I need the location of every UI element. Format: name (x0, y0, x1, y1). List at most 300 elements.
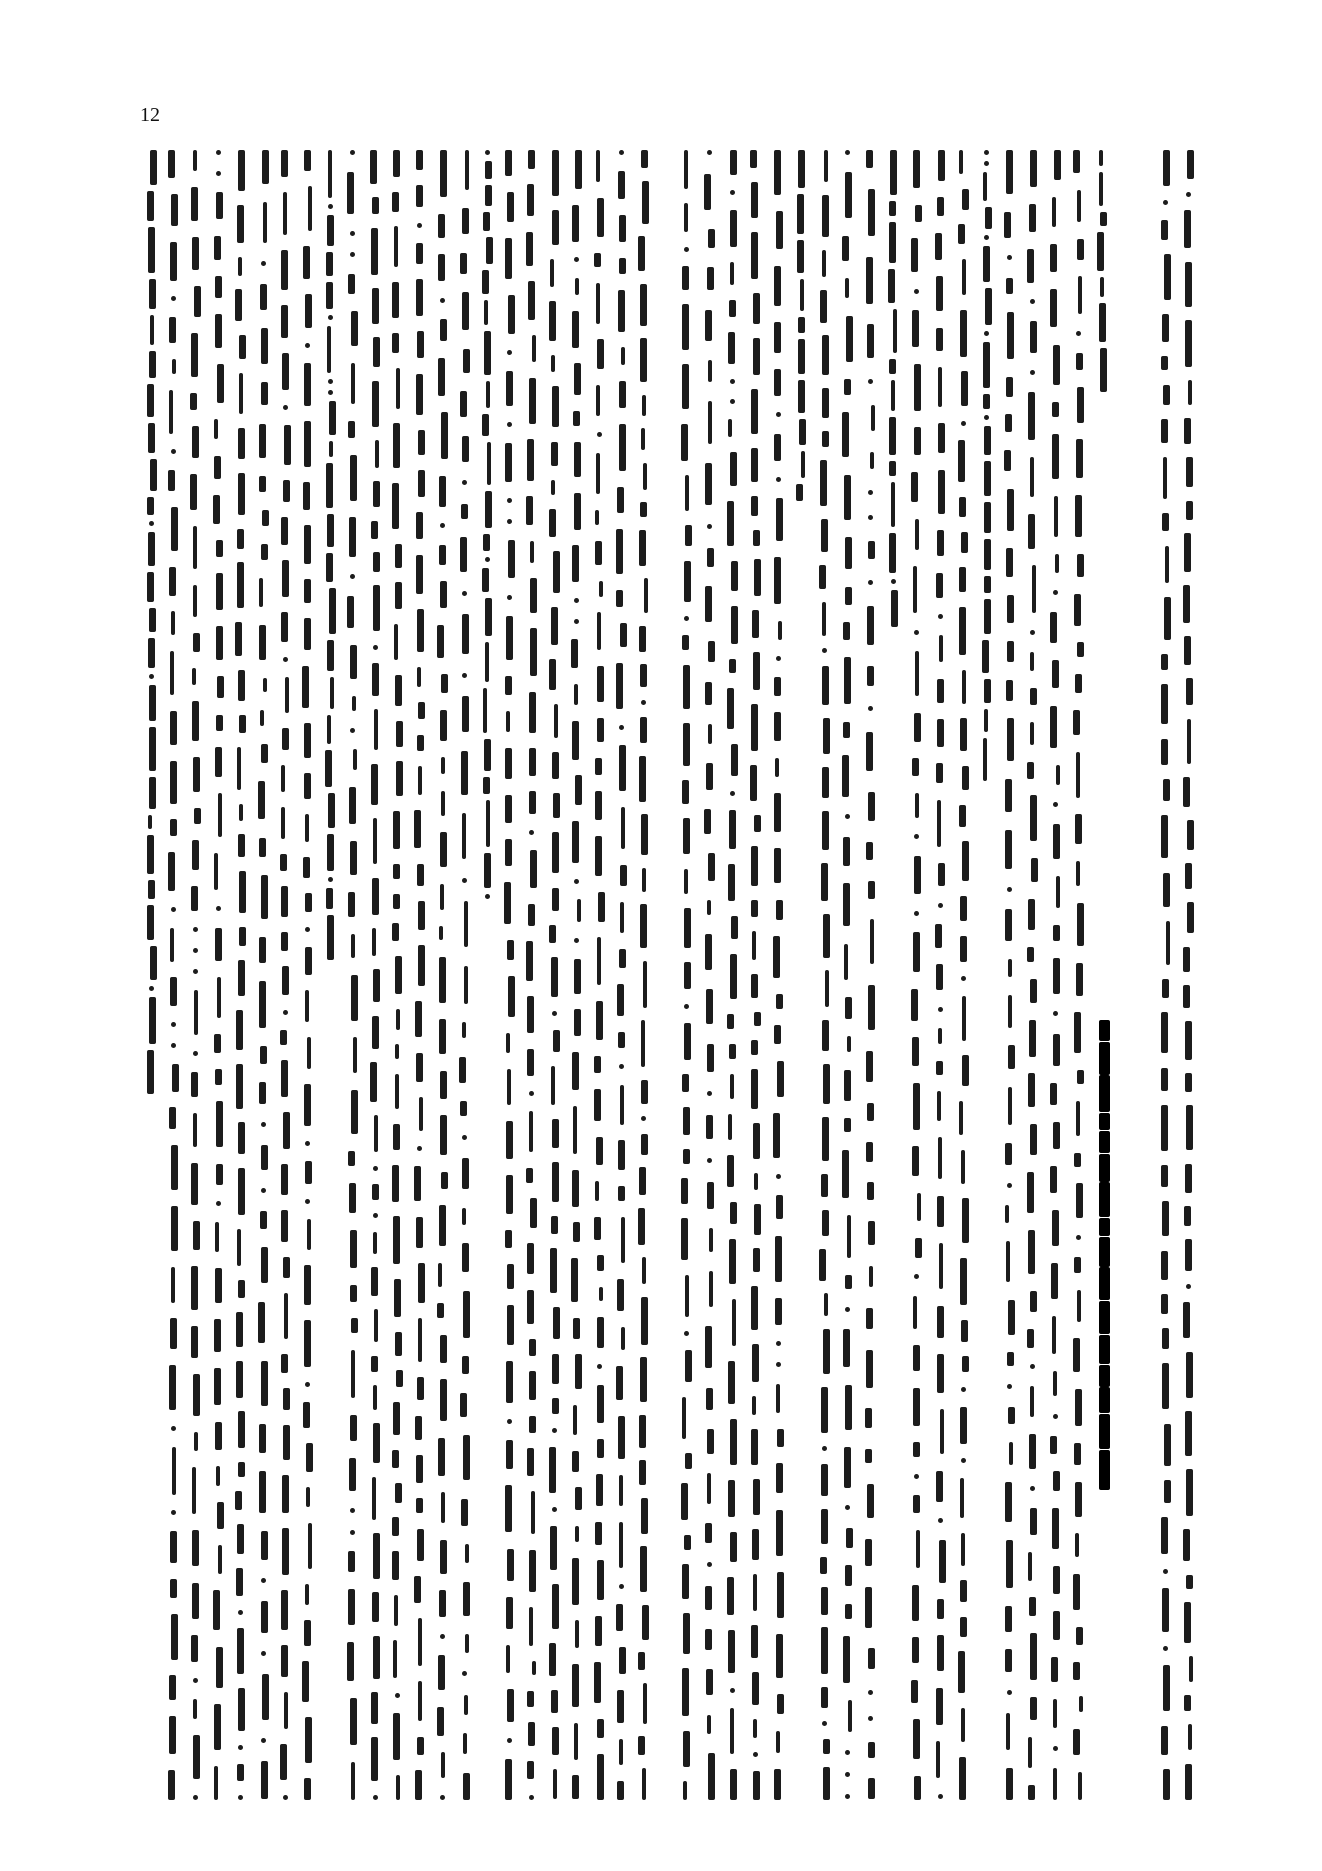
script-glyph (1073, 150, 1080, 173)
script-glyph (1073, 1662, 1080, 1680)
script-glyph (866, 257, 873, 304)
left-text-line (566, 150, 588, 1800)
script-glyph (1184, 1695, 1191, 1711)
script-glyph (620, 902, 624, 933)
left-text-line (297, 150, 319, 1800)
heading-glyph (1099, 1042, 1110, 1075)
script-glyph (507, 498, 512, 503)
script-glyph (506, 1121, 513, 1159)
script-glyph (1161, 815, 1168, 858)
script-glyph (192, 237, 199, 270)
script-glyph (440, 1379, 447, 1421)
script-glyph (462, 673, 467, 678)
script-glyph (1187, 820, 1194, 850)
script-glyph (597, 612, 601, 650)
script-glyph (984, 709, 988, 732)
script-glyph (192, 701, 199, 741)
script-glyph (373, 1166, 378, 1171)
script-glyph (958, 440, 965, 482)
script-glyph (1028, 1552, 1032, 1581)
script-glyph (372, 381, 379, 427)
script-glyph (1030, 795, 1037, 841)
script-glyph (575, 775, 582, 805)
script-glyph (148, 423, 155, 453)
script-glyph (641, 1080, 648, 1104)
script-glyph (237, 562, 244, 608)
script-glyph (890, 150, 897, 195)
script-glyph (326, 463, 333, 508)
script-glyph (844, 944, 848, 980)
script-glyph (236, 1010, 243, 1050)
script-glyph (327, 326, 331, 373)
script-glyph (549, 659, 556, 690)
script-glyph (865, 1449, 872, 1463)
script-glyph (418, 470, 425, 497)
script-glyph (149, 986, 154, 991)
script-glyph (778, 621, 782, 640)
script-glyph (307, 1219, 311, 1250)
script-glyph (753, 293, 760, 324)
right-text-line (883, 150, 905, 728)
script-glyph (531, 1491, 535, 1534)
script-glyph (259, 981, 266, 1028)
script-glyph (705, 682, 712, 705)
script-glyph (751, 1040, 758, 1055)
script-glyph (236, 1361, 243, 1398)
script-glyph (1005, 1482, 1012, 1522)
script-glyph (392, 1450, 399, 1468)
script-glyph (483, 534, 490, 551)
script-glyph (728, 1114, 732, 1140)
script-glyph (372, 197, 379, 214)
script-glyph (777, 1061, 784, 1097)
script-glyph (259, 937, 266, 963)
script-glyph (486, 381, 490, 408)
script-glyph (351, 1762, 355, 1800)
script-glyph (348, 1551, 355, 1572)
script-glyph (350, 1415, 357, 1441)
script-glyph (684, 203, 688, 232)
script-glyph (527, 1448, 534, 1476)
script-glyph (776, 1362, 781, 1367)
script-glyph (959, 150, 963, 174)
script-glyph (1053, 925, 1060, 941)
script-glyph (193, 1795, 198, 1800)
script-glyph (170, 977, 177, 1006)
script-glyph (574, 1009, 581, 1036)
script-glyph (1077, 642, 1084, 657)
script-glyph (507, 519, 512, 524)
script-glyph (845, 1565, 852, 1586)
script-glyph (842, 236, 849, 261)
script-glyph (727, 1155, 734, 1187)
script-glyph (822, 388, 829, 418)
script-glyph (912, 310, 919, 347)
script-glyph (305, 1161, 312, 1184)
script-glyph (705, 310, 712, 341)
script-glyph (707, 1182, 714, 1209)
script-glyph (462, 480, 467, 485)
script-glyph (961, 371, 968, 406)
script-glyph (845, 1275, 852, 1289)
script-glyph (911, 472, 918, 502)
script-glyph (1183, 1529, 1190, 1561)
script-glyph (237, 747, 241, 790)
script-glyph (506, 711, 510, 732)
script-glyph (845, 814, 850, 819)
script-glyph (505, 1485, 512, 1532)
script-glyph (616, 1366, 623, 1400)
script-glyph (575, 150, 582, 189)
script-glyph (371, 764, 378, 805)
script-glyph (414, 1576, 421, 1603)
script-glyph (505, 795, 512, 823)
script-glyph (415, 1770, 422, 1800)
script-glyph (371, 1267, 378, 1296)
script-glyph (962, 259, 966, 295)
script-glyph (305, 990, 309, 1022)
script-glyph (572, 1664, 579, 1707)
script-glyph (985, 207, 992, 229)
script-glyph (216, 1201, 221, 1206)
script-glyph (751, 496, 758, 516)
script-glyph (1030, 652, 1034, 671)
script-glyph (1050, 1436, 1057, 1454)
script-glyph (1185, 1021, 1192, 1060)
script-glyph (598, 892, 605, 922)
script-glyph (414, 1166, 421, 1201)
script-glyph (1161, 1068, 1168, 1091)
script-glyph (395, 1483, 402, 1503)
script-glyph (169, 1107, 176, 1129)
script-glyph (306, 1443, 313, 1472)
script-glyph (619, 725, 624, 730)
script-glyph (193, 1374, 200, 1416)
script-glyph (961, 532, 968, 553)
script-glyph (305, 893, 312, 912)
script-glyph (730, 1532, 737, 1562)
script-glyph (215, 747, 222, 777)
script-glyph (1076, 1627, 1083, 1645)
right-text-line (906, 150, 928, 1800)
script-glyph (437, 625, 444, 658)
script-glyph (304, 1620, 311, 1646)
script-glyph (505, 443, 512, 482)
script-glyph (373, 1795, 378, 1800)
script-glyph (822, 1020, 829, 1051)
script-glyph (842, 1150, 849, 1198)
script-glyph (283, 657, 288, 662)
script-glyph (731, 744, 738, 776)
script-glyph (1006, 1768, 1013, 1800)
script-glyph (936, 1688, 943, 1725)
script-glyph (505, 839, 512, 866)
script-glyph (728, 1480, 735, 1517)
script-glyph (1163, 1665, 1170, 1711)
script-glyph (396, 1775, 400, 1800)
script-glyph (1053, 1768, 1057, 1800)
script-glyph (350, 150, 355, 155)
script-glyph (393, 1402, 400, 1435)
script-glyph (261, 1651, 266, 1656)
script-glyph (983, 342, 990, 388)
script-glyph (1078, 1772, 1082, 1800)
script-glyph (374, 1115, 378, 1152)
script-glyph (573, 1222, 580, 1242)
script-glyph (1053, 1611, 1060, 1640)
script-glyph (845, 172, 852, 218)
script-glyph (506, 1440, 513, 1469)
script-glyph (372, 878, 379, 915)
script-glyph (259, 424, 266, 458)
script-glyph (529, 1795, 534, 1800)
script-glyph (868, 792, 875, 821)
script-glyph (348, 892, 355, 917)
script-glyph (485, 185, 492, 206)
script-glyph (193, 150, 197, 171)
script-glyph (939, 1243, 943, 1289)
script-glyph (214, 1319, 221, 1352)
script-glyph (1007, 641, 1014, 662)
script-glyph (259, 838, 266, 857)
script-glyph (644, 578, 648, 613)
script-glyph (754, 815, 761, 832)
script-glyph (936, 964, 943, 990)
script-glyph (280, 1030, 287, 1045)
script-glyph (773, 936, 780, 978)
script-glyph (214, 853, 218, 890)
script-glyph (1005, 1649, 1012, 1672)
script-glyph (1184, 1602, 1191, 1643)
script-glyph (550, 259, 554, 287)
script-glyph (844, 657, 851, 704)
script-glyph (1186, 1105, 1193, 1150)
script-glyph (529, 830, 534, 835)
script-glyph (147, 1050, 154, 1094)
script-glyph (752, 1396, 756, 1415)
script-glyph (731, 606, 738, 644)
script-glyph (393, 423, 400, 468)
script-glyph (438, 214, 445, 238)
script-glyph (937, 530, 944, 556)
script-glyph (527, 1761, 534, 1779)
script-glyph (416, 1498, 423, 1513)
script-glyph (349, 517, 356, 557)
script-glyph (937, 1306, 944, 1338)
script-glyph (730, 1769, 737, 1800)
script-glyph (619, 258, 626, 274)
script-glyph (866, 1350, 873, 1388)
script-glyph (529, 791, 536, 814)
script-glyph (641, 150, 648, 168)
script-glyph (526, 1168, 533, 1183)
script-glyph (1030, 370, 1035, 375)
script-glyph (395, 1693, 400, 1698)
script-glyph (774, 1769, 781, 1800)
script-glyph (575, 1354, 582, 1389)
script-glyph (752, 610, 759, 638)
script-glyph (148, 532, 155, 566)
script-glyph (551, 355, 555, 372)
script-glyph (1008, 959, 1012, 977)
script-glyph (1051, 1263, 1058, 1299)
script-glyph (261, 1188, 266, 1193)
script-glyph (825, 970, 829, 1007)
script-glyph (261, 1247, 268, 1283)
script-glyph (641, 1297, 648, 1345)
script-glyph (935, 924, 942, 948)
script-glyph (482, 270, 489, 294)
script-glyph (1162, 1588, 1169, 1632)
script-glyph (462, 1158, 469, 1189)
script-glyph (549, 1447, 556, 1493)
script-glyph (751, 1429, 758, 1465)
script-glyph (847, 1036, 851, 1052)
script-glyph (237, 205, 244, 243)
script-glyph (684, 561, 691, 602)
script-glyph (684, 1004, 689, 1009)
script-glyph (1030, 1697, 1037, 1720)
script-glyph (1005, 1606, 1012, 1632)
script-glyph (350, 1530, 355, 1535)
script-glyph (238, 428, 245, 459)
script-glyph (911, 1680, 918, 1703)
script-glyph (440, 832, 447, 867)
script-glyph (395, 675, 402, 706)
script-glyph (190, 393, 197, 410)
script-glyph (238, 1411, 245, 1448)
script-glyph (821, 1174, 828, 1197)
script-glyph (1028, 514, 1035, 549)
script-glyph (1006, 680, 1013, 701)
script-glyph (150, 459, 157, 491)
script-glyph (439, 1590, 446, 1617)
script-glyph (938, 1518, 943, 1523)
script-glyph (983, 394, 990, 409)
script-glyph (867, 1484, 874, 1518)
script-glyph (843, 883, 850, 926)
script-glyph (394, 226, 398, 267)
script-glyph (819, 565, 826, 589)
script-glyph (305, 927, 310, 932)
script-glyph (171, 1426, 176, 1431)
script-glyph (462, 1356, 469, 1374)
script-glyph (216, 715, 223, 731)
script-glyph (1030, 1486, 1035, 1491)
script-glyph (774, 322, 781, 353)
script-glyph (889, 461, 896, 476)
script-glyph (865, 1408, 872, 1428)
script-glyph (822, 195, 829, 237)
script-glyph (984, 599, 991, 634)
script-glyph (937, 679, 944, 703)
script-glyph (283, 405, 288, 410)
script-glyph (464, 966, 468, 1004)
script-glyph (821, 519, 828, 552)
script-glyph (846, 1528, 853, 1548)
script-glyph (821, 1387, 828, 1433)
script-glyph (532, 1661, 536, 1675)
script-glyph (347, 1642, 354, 1681)
script-glyph (917, 1193, 921, 1221)
script-glyph (616, 1604, 623, 1631)
script-glyph (308, 1523, 312, 1569)
script-glyph (1008, 995, 1012, 1028)
script-glyph (147, 384, 154, 417)
script-glyph (1163, 779, 1170, 801)
script-glyph (751, 232, 758, 279)
script-glyph (596, 1474, 603, 1506)
script-glyph (868, 706, 873, 711)
script-glyph (259, 476, 266, 492)
script-glyph (326, 888, 333, 909)
script-glyph (1185, 1164, 1192, 1193)
script-glyph (396, 368, 400, 409)
script-glyph (418, 702, 425, 719)
script-glyph (912, 1585, 919, 1621)
script-glyph (193, 1735, 200, 1779)
script-glyph (1053, 1122, 1060, 1149)
script-glyph (889, 359, 896, 374)
left-text-line (476, 150, 498, 1140)
script-glyph (1005, 909, 1012, 941)
script-glyph (353, 1037, 357, 1073)
script-glyph (683, 1731, 690, 1767)
script-glyph (682, 1564, 689, 1599)
script-glyph (619, 1522, 623, 1568)
script-glyph (281, 886, 288, 917)
script-glyph (552, 888, 559, 911)
script-glyph (551, 1690, 558, 1713)
script-glyph (641, 1020, 645, 1067)
script-glyph (730, 262, 734, 285)
script-glyph (1187, 902, 1194, 933)
script-glyph (216, 192, 223, 219)
script-glyph (642, 395, 646, 416)
script-glyph (867, 1103, 874, 1121)
script-glyph (506, 371, 513, 406)
script-glyph (1162, 1328, 1169, 1349)
script-glyph (867, 324, 874, 358)
script-glyph (868, 1742, 875, 1758)
script-glyph (914, 1274, 919, 1279)
script-glyph (639, 756, 646, 802)
script-glyph (168, 852, 175, 891)
script-glyph (485, 150, 490, 155)
script-glyph (191, 1635, 198, 1662)
script-glyph (149, 727, 156, 771)
script-glyph (893, 309, 897, 353)
script-glyph (962, 670, 966, 704)
script-glyph (215, 1069, 222, 1085)
script-glyph (1030, 1291, 1037, 1312)
script-glyph (936, 1741, 940, 1778)
script-glyph (238, 473, 245, 515)
script-glyph (643, 1683, 647, 1724)
script-glyph (681, 1178, 688, 1204)
script-glyph (616, 590, 623, 607)
script-glyph (393, 811, 400, 849)
script-glyph (937, 1599, 944, 1619)
script-glyph (263, 202, 267, 243)
script-glyph (169, 1716, 176, 1754)
script-glyph (303, 246, 310, 279)
script-glyph (437, 1303, 444, 1318)
script-glyph (526, 941, 533, 981)
script-glyph (528, 150, 535, 169)
script-glyph (681, 424, 688, 461)
left-text-line (454, 150, 476, 1800)
